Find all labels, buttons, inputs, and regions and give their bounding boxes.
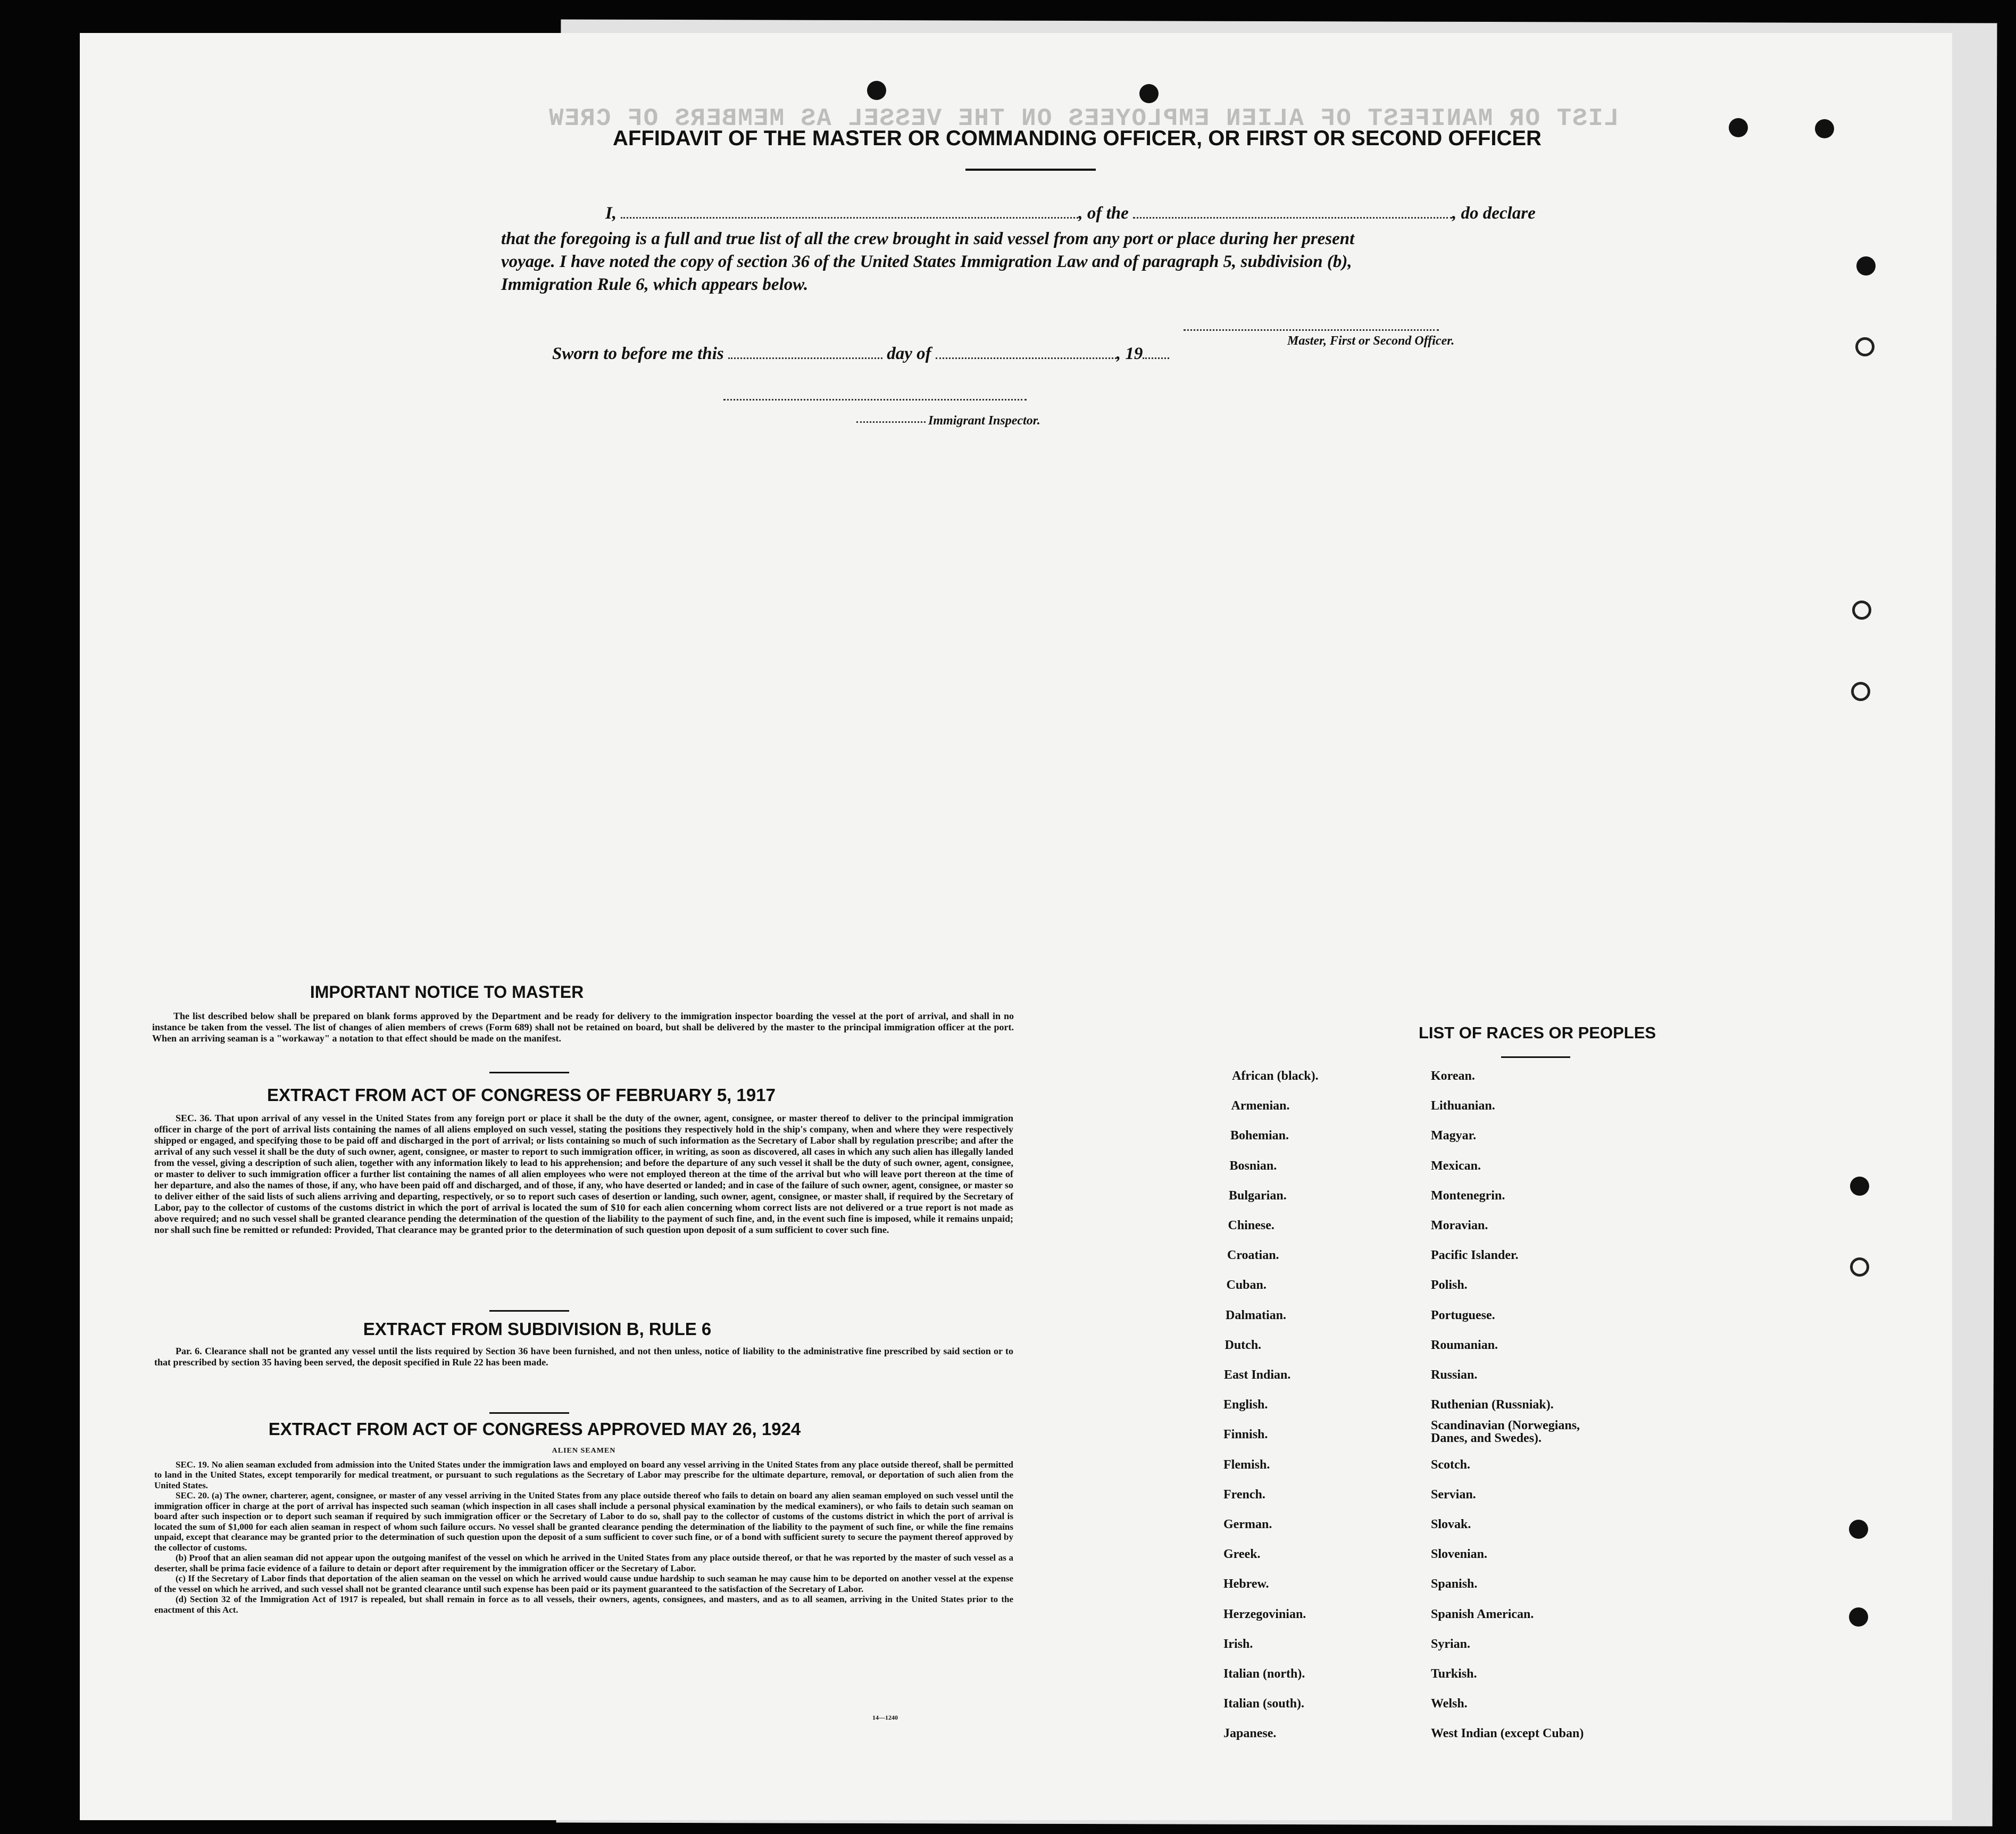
race-item: Welsh. — [1431, 1697, 1468, 1711]
affidavit-first-line: I, , of the , do declare — [552, 202, 1611, 225]
race-item: Mexican. — [1431, 1158, 1481, 1173]
race-item: Servian. — [1431, 1487, 1476, 1502]
extract-1924-title: EXTRACT FROM ACT OF CONGRESS APPROVED MAY 26, 1924 — [268, 1419, 801, 1439]
race-item: Flemish. — [1223, 1457, 1270, 1472]
race-item: Ruthenian (Russniak). — [1431, 1398, 1554, 1412]
notice-body: The list described below shall be prepared on blank forms approved by the Department and be ready for delivery to the immigration inspector boarding the vessel at the port of arrival, and shall in no instance be taken from the vessel. The list of changes of alien members of crews (Form 689) shall not be retained on board, but shall be delivered by the master to the principal immigration officer at the port. When an arriving seaman is a "workaway" a notation to that effect should be made on the manifest. — [152, 1011, 1014, 1044]
punch-hole — [1849, 1607, 1868, 1627]
race-item: Greek. — [1223, 1547, 1261, 1562]
extract-1917-body: SEC. 36. That upon arrival of any vessel in the United States from any foreign port or place it shall be the duty of the owner, agent, consignee, or master thereof to deliver to the principal immigration officer in charge of the port of arrival lists containing the names of all aliens employed on such vessel, stating the positions they respectively hold in the ship's company, when and where they were respectively shipped or engaged, and specifying those to be paid off and discharged in the port of arrival; or lists containing so much of such information as the Secretary of Labor shall by regulation prescribe; and after the arrival of any such vessel it shall be the duty of such owner, agent, consignee, or master to report to such immigration officer, in writing, as soon as discovered, all cases in which any such alien has illegally landed from the vessel, giving a description of such alien, together with any information likely to lead to his apprehension; and before the departure of any such vessel it shall be the duty of such owner, agent, consignee, or master to deliver to such immigration officer a further list containing the names of all alien employees who were not employed thereon at the time of the arrival but who will leave port thereon at the time of her departure, and also the names of those, if any, who have been paid off and discharged, and of those, if any, who have deserted or landed; and in case of the failure of such owner, agent, consignee, or master so to deliver either of the said lists of such aliens arriving and departing, respectively, or so to report such cases of desertion or landing, such owner, agent, consignee, or master shall, if required by the Secretary of Labor, pay to the collector of customs of the customs district in which the port of arrival is located the sum of $10 for each alien concerning whom correct lists are not delivered or a true report is not made as above required; and no such vessel shall be granted clearance pending the determination of the question of the liability to the payment of such fine, and, in the event such fine is imposed, while it remains unpaid; nor shall such fine be remitted or refunded: Provided, That clearance may be granted prior to the determination of such question upon deposit of a sum sufficient to cover such fine. — [154, 1113, 1013, 1235]
section-rule — [489, 1072, 569, 1073]
race-item: Dutch. — [1224, 1338, 1262, 1352]
race-item: Bulgarian. — [1229, 1188, 1287, 1203]
race-item: Montenegrin. — [1431, 1188, 1505, 1203]
punch-hole — [1856, 256, 1876, 276]
race-item: Spanish. — [1431, 1577, 1478, 1591]
manifest-page-back — [80, 33, 1952, 1820]
race-item: Slovak. — [1431, 1518, 1471, 1531]
title-rule — [965, 169, 1096, 171]
race-item: Cuban. — [1226, 1278, 1267, 1293]
race-item: Scotch. — [1431, 1457, 1470, 1472]
sworn-line: Sworn to before me this day of , 19 — [552, 343, 1350, 365]
race-item: Russian. — [1431, 1368, 1478, 1382]
punch-hole — [1850, 1177, 1869, 1196]
inspector-signature-line[interactable] — [723, 399, 1027, 402]
alien-seamen-subhead: ALIEN SEAMEN — [552, 1447, 616, 1455]
affidavit-body: that the foregoing is a full and true list of all the crew brought in said vessel from any port or place during her present voyage. I have noted the copy of section 36 of the United States Immigration Law and of paragraph 5, subdivision (b), Immigration Rule 6, which appears below. — [501, 229, 1355, 294]
section-rule — [489, 1412, 569, 1414]
inspector-label-line — [856, 421, 926, 424]
master-name-blank[interactable] — [621, 202, 1078, 219]
race-item: Dalmatian. — [1226, 1308, 1286, 1322]
race-item: Croatian. — [1227, 1248, 1279, 1263]
race-item: Chinese. — [1228, 1219, 1274, 1232]
race-item: German. — [1223, 1518, 1272, 1531]
extract-1917-title: EXTRACT FROM ACT OF CONGRESS OF FEBRUARY 5, 1917 — [267, 1085, 776, 1105]
race-item: African (black). — [1232, 1069, 1319, 1083]
vessel-name-blank[interactable] — [1133, 202, 1452, 219]
section-rule — [489, 1310, 569, 1312]
race-item: Lithuanian. — [1431, 1099, 1495, 1113]
races-right-column — [1431, 1038, 1686, 1746]
punch-hole — [1851, 682, 1870, 701]
races-left-column — [1223, 1038, 1426, 1746]
race-item: Herzegovinian. — [1223, 1607, 1306, 1621]
race-item: Syrian. — [1431, 1637, 1471, 1651]
punch-hole — [1852, 601, 1871, 620]
affidavit-title: AFFIDAVIT OF THE MASTER OR COMMANDING OFFICER, OR FIRST OR SECOND OFFICER — [613, 127, 1542, 150]
race-item: West Indian (except Cuban) — [1431, 1727, 1584, 1741]
punch-hole — [1855, 337, 1875, 356]
race-item: Armenian. — [1231, 1099, 1290, 1113]
races-title: LIST OF RACES OR PEOPLES — [1418, 1023, 1656, 1042]
master-signature-line[interactable] — [1184, 329, 1439, 332]
sworn-day-blank[interactable] — [728, 343, 882, 359]
sworn-year-blank[interactable] — [1143, 343, 1169, 359]
race-item: Italian (south). — [1223, 1697, 1305, 1711]
extract-rule6-title: EXTRACT FROM SUBDIVISION B, RULE 6 — [363, 1319, 712, 1339]
show-through-header: LIST OR MANIFEST OF ALIEN EMPLOYEES ON THE VESSEL AS MEMBERS OF CREW — [548, 105, 1619, 132]
extract-1924-body: ALIEN SEAMEN SEC. 19. No alien seaman excluded from admission into the United States under the immigration laws and employed on board any vessel arriving in the United States from any place outside thereof, shall be permitted to land in the United States, except temporarily for medical treatment, or pursuant to such regulations as the Secretary of Labor may prescribe for the ultimate departure, removal, or deportation of such alien from the United States. SEC. 20. (a) The owner, charterer, agent, consignee, or master of any vessel arriving in the United States from any place outside thereof who fails to detain on board any alien seaman employed on such vessel until the immigration officer in charge at the port of arrival has inspected such seaman (which inspection in all cases shall include a personal physical examination by the medical examiners), or who fails to detain such seaman on board after such inspection or to deport such seaman if required by such immigration officer or the Secretary of Labor to do so, shall pay to the collector of customs of the customs district in which the port of arrival is located the sum of $1,000 for each alien seaman in respect of whom such failure occurs. No vessel shall be granted clearance pending the determination of the liability to the payment of such fine, or while the fine remains unpaid, except that clearance may be granted prior to the determination of such question upon the deposit of a sum sufficient to cover such fine, or of a bond with sufficient surety to secure the payment thereof approved by the collector of customs. (b) Proof that an alien seaman did not appear upon the outgoing manifest of the vessel on which he arrived in the United States from any place outside thereof, or that he was reported by the master of such vessel as a deserter, shall be prima facie evidence of a failure to detain or deport after requirement by the immigration officer or the Secretary of Labor. (c) If the Secretary of Labor finds that deportation of the alien seaman on the vessel on which he arrived would cause undue hardship to such seaman he may cause him to be deported on another vessel at the expense of the vessel on which he arrived, and such vessel shall not be granted clearance until such expense has been paid or its payment guaranteed to the satisfaction of the Secretary of Labor. (d) Section 32 of the Immigration Act of 1917 is repealed, but shall remain in force as to all vessels, their owners, agents, consignees, and masters, and as to all seamen, arriving in the United States prior to the enactment of this Act. — [154, 1447, 1013, 1615]
race-item: Roumanian. — [1431, 1338, 1498, 1352]
race-item: East Indian. — [1224, 1368, 1291, 1382]
punch-hole — [1139, 84, 1159, 103]
race-item: Magyar. — [1431, 1129, 1477, 1143]
race-item: Pacific Islander. — [1431, 1248, 1519, 1263]
race-item: French. — [1223, 1487, 1265, 1502]
race-item: Japanese. — [1223, 1727, 1277, 1741]
notice-title: IMPORTANT NOTICE TO MASTER — [310, 982, 584, 1002]
punch-hole — [1729, 118, 1748, 137]
extract-rule6-body: Par. 6. Clearance shall not be granted any vessel until the lists required by Section 36 have been furnished, and not then unless, notice of liability to the administrative fine prescribed by said section or to that prescribed by section 35 having been served, the deposit specified in Rule 22 has been made. — [154, 1346, 1013, 1368]
race-item: Polish. — [1431, 1278, 1468, 1293]
race-item: Korean. — [1431, 1069, 1475, 1083]
race-item: Scandinavian (Norwegians, Danes, and Swedes). — [1431, 1419, 1580, 1446]
form-number: 14—1240 — [872, 1714, 898, 1721]
race-item: Italian (north). — [1223, 1667, 1305, 1681]
master-signature-label: Master, First or Second Officer. — [1287, 334, 1455, 348]
race-item: Turkish. — [1431, 1667, 1477, 1681]
race-item: Moravian. — [1431, 1219, 1488, 1232]
race-item: Bohemian. — [1230, 1129, 1289, 1143]
race-item: Finnish. — [1223, 1428, 1268, 1442]
race-item: Slovenian. — [1431, 1547, 1488, 1562]
punch-hole — [1815, 119, 1834, 138]
race-item: Portuguese. — [1431, 1308, 1495, 1322]
punch-hole — [1849, 1520, 1868, 1539]
inspector-label: Immigrant Inspector. — [928, 414, 1040, 428]
race-item: Bosnian. — [1229, 1158, 1277, 1173]
race-item: Hebrew. — [1223, 1577, 1269, 1591]
sworn-month-blank[interactable] — [936, 343, 1117, 359]
punch-hole — [1850, 1257, 1869, 1277]
race-item: English. — [1223, 1398, 1268, 1412]
punch-hole — [867, 81, 886, 100]
race-item: Irish. — [1223, 1637, 1253, 1651]
race-item: Spanish American. — [1431, 1607, 1534, 1621]
